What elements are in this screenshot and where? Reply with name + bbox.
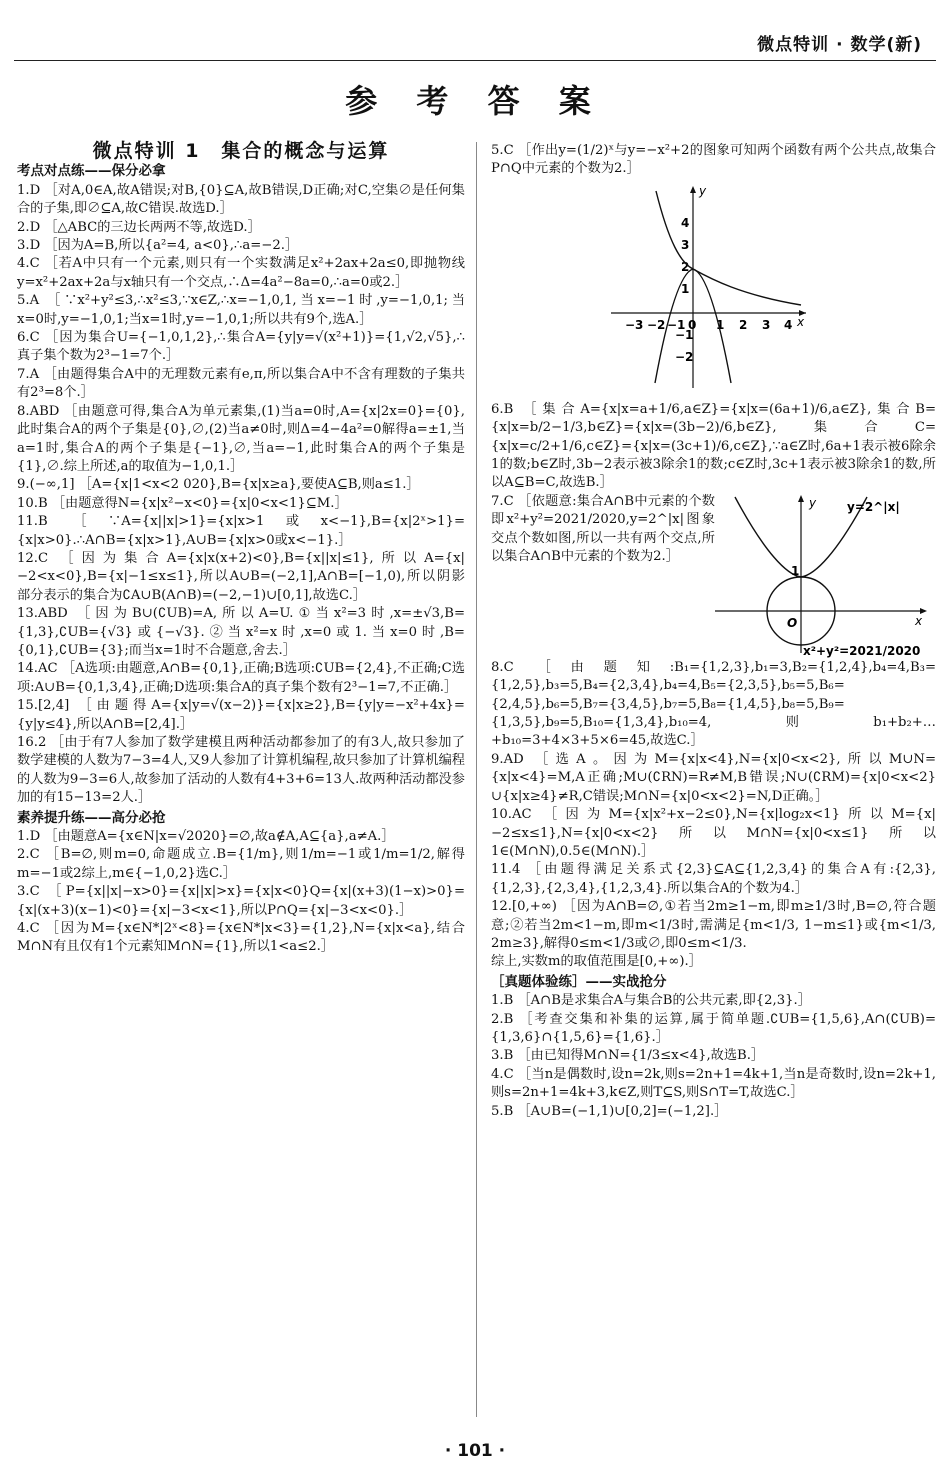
y-tick: 1	[681, 281, 690, 296]
x-tick: 2	[739, 317, 748, 332]
answer-item: 7.A ［由题得集合A中的无理数元素有e,π,所以集合A中不含有理数的子集共有2³=8个.］	[17, 366, 465, 401]
origin-label: O	[787, 615, 798, 630]
x-axis-label: x	[915, 613, 923, 628]
answer-item: 2.C ［B=∅,则m=0,命题成立.B={1/m},则1/m=−1或1/m=1/2,解得m=−1或2综上,m∈{−1,0,2}选C.］	[17, 847, 465, 881]
answer-item: 9.AD ［选A。因为M={x|x<4},N={x|0<x<2},所以M∪N={x|x<4}=M,A正确;M∪(∁RN)=R≠M,B错误;N∪(∁RM)={x|0<x<2}∪{x|x≥4}≠R,C错误;M∩N={x|0<x<2}=N,D正确。］	[491, 751, 936, 804]
answer-item: 4.C ［当n是偶数时,设n=2k,则s=2n+1=4k+1,当n是奇数时,设n=2k+1,则s=2n+1=4k+3,k∈Z,则T⊆S,则S∩T=T,故选C.］	[491, 1066, 936, 1101]
answer-item: 14.AC ［A选项:由题意,A∩B={0,1},正确;B选项:∁UB={2,4},不正确;C选项:A∪B={0,1,3,4},正确;D选项:集合A的真子集个数有2³−1=7,不正确.］	[17, 661, 465, 695]
curve-label: y=2^|x|	[847, 499, 900, 514]
x-tick: 1	[716, 317, 725, 332]
x-tick: 0	[688, 317, 697, 332]
answer-item: 11.4 ［由题得满足关系式{2,3}⊆A⊆{1,2,3,4}的集合A有:{2,3},{1,2,3},{2,3,4},{1,2,3,4}.所以集合A的个数为4.］	[491, 862, 936, 896]
x-tick: 3	[762, 317, 771, 332]
answer-item: 8.C ［由题知:B₁={1,2,3},b₁=3,B₂={1,2,4},b₄=4,B₃={1,2,5},b₃=5,B₄={2,3,4},b₄=4,B₅={2,3,5},b₅=5,B₆={2,4,5},b₆=5,B₇={3,4,5},b₇=5,B₈={1,4,5},b₈=5,B₉={1,3,5},b₉=5,B₁₀={1,3,4},b₁₀=4,则b₁+b₂+…+b₁₀=3+4×3+5×6=45,故选C.］	[491, 659, 936, 749]
exponential-curve	[656, 191, 801, 305]
answer-item: 10.AC ［因为M={x|x²+x−2≤0},N={x|log₂x<1}所以M={x|−2≤x≤1},N={x|0<x<2}所以M∩N={x|0<x≤1}所以1∈(M∩N),0.5∈(M∩N).］	[491, 807, 936, 859]
answer-item: 5.C ［作出y=(1/2)ˣ与y=−x²+2的图象可知两个函数有两个公共点,故集合P∩Q中元素的个数为2.］	[491, 143, 936, 177]
y-axis-label: y	[809, 495, 817, 510]
main-title: 参 考 答 案	[345, 82, 605, 120]
answer-item: 16.2 ［由于有7人参加了数学建模且两种活动都参加了的有3人,故只参加了数学建模的人数为7−3=4人,又9人参加了计算机编程,故只参加了计算机编程的人数为9−3=6人,故参加了活动的人数有4+3+6=13人.故两种活动都没参加的有15−13=2人.］	[17, 735, 465, 806]
answer-item: 6.B ［集合A={x|x=a+1/6,a∈Z}={x|x=(6a+1)/6,a∈Z},集合B={x|x=b/2−1/3,b∈Z}={x|x=(3b−2)/6,b∈Z},集合C={x|x=c/2+1/6,c∈Z}={x|x=(3c+1)/6,c∈Z},∵a∈Z时,6a+1表示被6除余1的数;b∈Z时,3b−2表示被3除余1的数;c∈Z时,3c+1表示被3除余1的数,所以A⊆B=C,故选B.］	[491, 401, 936, 491]
y-intercept-label: 1	[791, 563, 800, 578]
answer-item: 9.(−∞,1] ［A={x|1<x<2 020},B={x|x≥a},要使A⊆B,则a≤1.］	[17, 477, 420, 493]
answer-item: 6.C ［因为集合U={−1,0,1,2},∴集合A={y|y=√(x²+1)}={1,√2,√5},∴真子集个数为2³−1=7个.］	[17, 330, 465, 364]
x-tick: 4	[784, 317, 793, 332]
answer-item: 3.B ［由已知得M∩N={1/3≤x<4},故选B.］	[491, 1048, 765, 1064]
x-axis-label: x	[797, 314, 805, 329]
answer-item: 1.D ［对A,0∈A,故A错误;对B,{0}⊆A,故B错误,D正确;对C,空集∅是任何集合的子集,即∅⊆A,故C错误.故选D.］	[17, 182, 465, 217]
answer-item: 2.D ［△ABC的三边长两两不等,故选D.］	[17, 219, 261, 235]
graph-svg	[611, 183, 811, 393]
answer-item: 综上,实数m的取值范围是[0,+∞).］	[491, 954, 702, 970]
answer-item: 10.B ［由题意得N={x|x²−x<0}={x|0<x<1}⊆M.］	[17, 495, 348, 511]
circle-label: x²+y²=2021/2020	[803, 643, 921, 658]
answer-item: 1.B ［A∩B是求集合A与集合B的公共元素,即{2,3}.］	[491, 993, 811, 1009]
subsection-basic: 考点对点练——保分必拿	[17, 163, 166, 180]
x-tick: −3	[625, 317, 644, 332]
column-divider	[476, 142, 477, 1417]
answer-item: 5.B ［A∪B=(−1,1)∪[0,2]=(−1,2].］	[491, 1103, 728, 1119]
y-tick: −1	[675, 327, 694, 342]
answer-item: 4.C ［因为M={x∈N*|2ˣ<8}={x∈N*|x<3}={1,2},N={x|x<a},结合M∩N有且仅有1个元素知M∩N={1},所以1<a≤2.］	[17, 921, 465, 955]
right-column	[491, 142, 936, 1121]
answer-item: 8.ABD ［由题意可得,集合A为单元素集,(1)当a=0时,A={x|2x=0}={0},此时集合A的两个子集是{0},∅,(2)当a≠0时,则Δ=4−4a²=0解得a=±1,当a=1时,集合A的两个子集是{−1},∅,当a=−1,此时集合A的两个子集是{1},∅.综上所述,a的取值为−1,0,1.］	[17, 403, 465, 474]
answer-item: 5.A ［∵x²+y²≤3,∴x²≤3,∵x∈Z,∴x=−1,0,1,当x=−1时,y=−1,0,1;当x=0时,y=−1,0,1;当x=1时,y=−1,0,1;所以共有9个,选A.］	[17, 293, 465, 327]
circle-curve-graph	[715, 493, 931, 659]
answer-item: 3.D ［因为A=B,所以{a²=4, a<0},∴a=−2.］	[17, 238, 299, 254]
y-tick: −2	[675, 349, 694, 364]
page-number: · 101 ·	[444, 1441, 506, 1461]
y-tick: 2	[681, 259, 690, 274]
left-column	[17, 142, 465, 957]
answer-item: 13.ABD ［因为B∪(∁UB)=A,所以A=U.①当x²=3时,x=±√3,B={1,3},∁UB={√3}或{−√3}.②当x²=x时,x=0或1.当x=0时,B={0,1},∁UB={3};而当x=1时不合题意,舍去.］	[17, 606, 465, 658]
y-axis-label: y	[699, 183, 707, 198]
x-tick: −1	[667, 317, 686, 332]
header-title: 微点特训 · 数学(新)	[757, 35, 922, 55]
subsection-real-exam: ［真题体验练］——实战抢分	[491, 973, 667, 990]
page-header	[0, 0, 950, 62]
answer-item: 12.[0,+∞) ［因为A∩B=∅,①若当2m≥1−m,即m≥1/3时,B=∅,符合题意;②若当2m<1−m,即m<1/3时,需满足{m<1/3, 1−m≤1}或{m<1/3, 2m≥3},解得0≤m<1/3或∅,即0≤m<1/3.	[491, 899, 936, 951]
answer-item: 4.C ［若A中只有一个元素,则只有一个实数满足x²+2ax+2a≤0,即抛物线y=x²+2ax+2a与x轴只有一个交点,∴Δ=4a²−8a=0,∴a=0或2.］	[17, 256, 465, 290]
x-ticks	[625, 318, 792, 332]
y-axis-arrow	[690, 186, 696, 193]
answer-item: 11.B ［∵A={x||x|>1}={x|x>1或x<−1},B={x|2ˣ>1}={x|x>0}.∴A∩B={x|x>1},A∪B={x|x>0或x<−1}.］	[17, 514, 465, 548]
answer-item: 12.C ［因为集合A={x|x(x+2)<0},B={x||x|≤1},所以A={x|−2<x<0},B={x|−1≤x≤1},所以A∪B=(−2,1],A∩B=[−1,0),所以阴影部分表示的集合为∁A∪B(A∩B)=(−2,−1)∪[0,1],故选C.］	[17, 550, 465, 603]
basic-answers	[17, 182, 465, 808]
answer-item: 15.[2,4] ［由题得A={x|y=√(x−2)}={x|x≥2},B={y|y=−x²+4x}={y|y≤4},所以A∩B=[2,4].］	[17, 698, 465, 732]
answer-item: 3.C ［P={x||x|−x>0}={x||x|>x}={x|x<0}Q={x|(x+3)(1−x)>0}={x|(x+3)(x−1)<0}={x|−3<x<1},所以P∩Q={x|−3<x<0}.］	[17, 884, 465, 918]
answer-item: 7.C ［依题意:集合A∩B中元素的个数即x²+y²=2021/2020,y=2^|x|图象交点个数如图,所以一共有两个交点,所以集合A∩B中元素的个数为2.］	[491, 493, 715, 565]
answer-item: 1.D ［由题意A={x∈N|x=√2020}=∅,故a∉A,A⊆{a},a≠A.］	[17, 829, 395, 845]
subsection-advanced: 素养提升练——高分必抢	[17, 809, 166, 826]
y-tick: 4	[681, 215, 690, 230]
header-rule	[14, 60, 936, 61]
advanced-answers	[17, 828, 465, 957]
item7-block	[491, 493, 936, 659]
y-tick: 3	[681, 237, 690, 252]
section-title: 微点特训 1 集合的概念与运算	[92, 140, 390, 162]
graph2-svg	[715, 493, 931, 659]
exp-parabola-graph	[611, 183, 811, 393]
y-axis-arrow	[798, 495, 804, 502]
answer-item: 2.B ［考查交集和补集的运算,属于简单题.∁UB={1,5,6},A∩(∁UB)={1,3,6}∩{1,5,6}={1,6}.］	[491, 1011, 936, 1045]
x-tick: −2	[647, 317, 666, 332]
